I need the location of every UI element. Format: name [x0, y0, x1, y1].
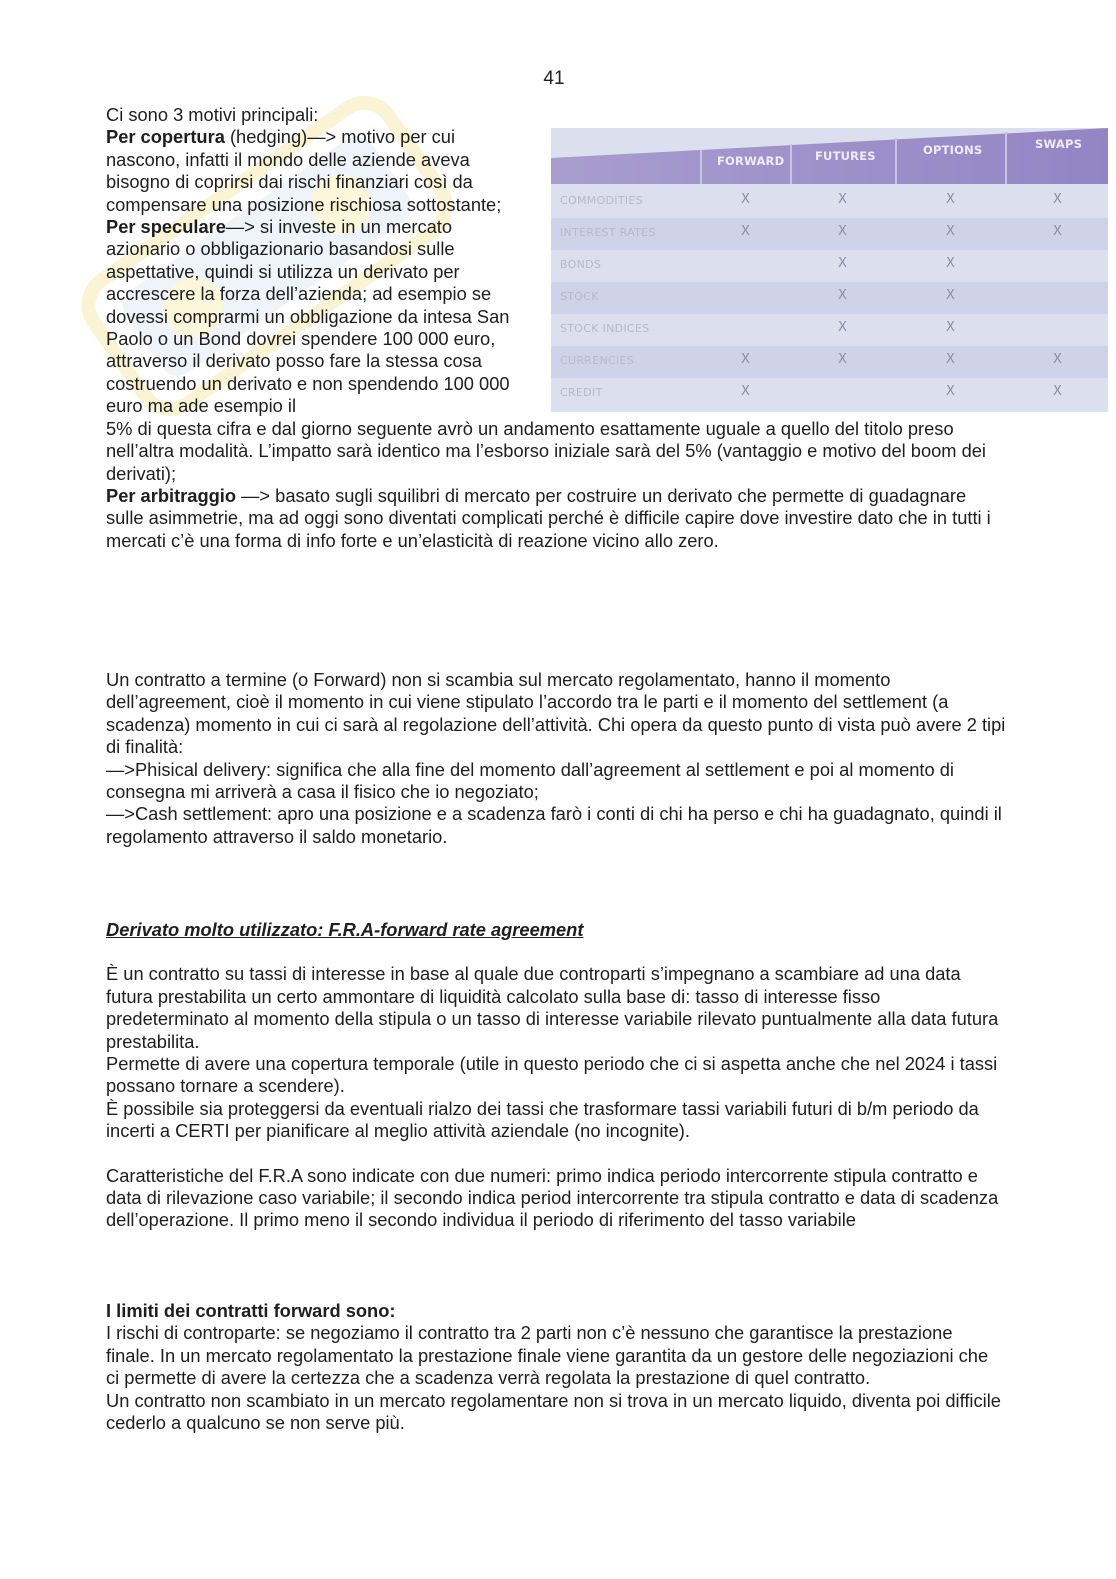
slide-mark: X [1053, 352, 1062, 367]
slide-row-label: STOCK INDICES [560, 322, 650, 335]
slide-row-stock [551, 282, 1108, 314]
slide-mark: X [946, 384, 955, 399]
derivatives-slide-image [551, 128, 1108, 412]
slide-row-label: CURRENCIES [560, 354, 635, 367]
forward-paragraph: Un contratto a termine (o Forward) non si scambia sul mercato regolamentato, hanno il momento dell’agreement, cioè il momento in cui viene stipulato l’accordo tra le parti e il momento del settlement (a scadenza) momento in cui ci sarà al regolazione dell’attività. Chi opera da questo punto di vista può avere 2 tipi di finalità: [106, 669, 1006, 758]
slide-mark: X [838, 352, 847, 367]
slide-mark: X [1053, 224, 1062, 239]
slide-mark: X [946, 288, 955, 303]
fra-paragraph-4: Caratteristiche del F.R.A sono indicate con due numeri: primo indica periodo intercorrente stipula contratto e data di rilevazione caso variabile; il secondo indica period intercorrente tra stipula contratto e data di scadenza dell’operazione. Il primo meno il secondo individua il periodo di riferimento del tasso variabile [106, 1164, 999, 1231]
slide-row-label: CREDIT [560, 386, 603, 399]
slide-mark: X [838, 320, 847, 335]
limits-paragraph-2: Un contratto non scambiato in un mercato regolamentare non si trova in un mercato liquido, diventa poi difficile cederlo a qualcuno se non serve più. [106, 1389, 1001, 1434]
hedging-term: Per copertura [106, 126, 225, 148]
limits-title: I limiti dei contratti forward sono: [106, 1300, 396, 1321]
slide-row-bonds [551, 250, 1108, 282]
limits-section [106, 1300, 1006, 1434]
slide-mark: X [838, 224, 847, 239]
fra-paragraph-2: Permette di avere una copertura temporale (utile in questo periodo che ci si aspetta anche che nel 2024 i tassi possano tornare a scendere). [106, 1053, 998, 1097]
speculate-term: Per speculare [106, 216, 226, 238]
slide-row-label: BONDS [560, 258, 602, 271]
fra-paragraph-3: È possibile sia proteggersi da eventuali rialzo dei tassi che trasformare tassi variabili futuri di b/m periodo da incerti a CERTI per pianificare al meglio attività aziendale (no incognite). [106, 1097, 979, 1142]
slide-mark: X [838, 256, 847, 271]
slide-mark: X [1053, 192, 1062, 207]
slide-mark: X [946, 320, 955, 335]
intro-lead: Ci sono 3 motivi principali: [106, 104, 319, 125]
limits-paragraph-1: I rischi di controparte: se negoziamo il contratto tra 2 parti non c’è nessuno che garantisce la prestazione finale. In un mercato regolamentato la prestazione finale viene garantita da un gestore delle negoziazioni che ci permette di avere la certezza che a scadenza verrà regolata la prestazione di quel contratto. [106, 1322, 989, 1389]
fra-title: Derivato molto utilizzato: F.R.A-forward rate agreement [106, 919, 584, 940]
slide-mark: X [838, 192, 847, 207]
slide-col-swaps: SWAPS [1035, 137, 1083, 151]
arbitrage-text: —> basato sugli squilibri di mercato per costruire un derivato che permette di guadagnare sulle asimmetrie, ma ad oggi sono diventati complicati perché è difficile capire dove investire dato che in tutti i mercati c’è una forma di info forte e un’elasticità di reazione vicino allo zero. [106, 484, 991, 551]
slide-row-label: INTEREST RATES [560, 226, 656, 239]
hedging-paragraph [106, 126, 526, 216]
fra-section [106, 919, 1006, 1232]
slide-mark: X [741, 384, 750, 399]
speculate-continuation: 5% di questa cifra e dal giorno seguente avrò un andamento esattamente uguale a quello del titolo preso nell’altra modalità. L’impatto sarà identico ma l’esborso iniziale sarà del 5% (vantaggio e motivo del boom dei derivati); [106, 417, 986, 484]
fra-paragraph-1: È un contratto su tassi di interesse in base al quale due controparti s’impegnano a scambiare ad una data futura prestabilita un certo ammontare di liquidità calcolato sulla base di: tasso di interesse fisso predeterminato al momento della stipula o un tasso di interesse variabile rilevato puntualmente alla data futura prestabilita. [106, 963, 999, 1052]
slide-mark: X [1053, 384, 1062, 399]
slide-mark: X [946, 256, 955, 271]
slide-mark: X [741, 352, 750, 367]
speculate-text: —> si investe in un mercato azionario o obbligazionario basandosi sulle aspettative, quindi si utilizza un derivato per accrescere la forza dell’azienda; ad esempio se dovessi comprarmi un obbligazione da intesa San Paolo o un Bond dovrei spendere 100 000 euro, attraverso il derivato posso fare la stessa cosa costruendo un derivato e non spendendo 100 000 euro ma ade esempio il [106, 216, 510, 417]
hedging-text: (hedging)—> motivo per cui nascono, infatti il mondo delle aziende aveva bisogno di coprirsi dai rischi finanziari così da compensare una posizione rischiosa sottostante; [106, 126, 502, 215]
slide-row-credit [551, 378, 1108, 410]
slide-mark: X [741, 192, 750, 207]
slide-row-label: COMMODITIES [560, 194, 643, 207]
slide-row-commodities [551, 186, 1108, 218]
cash-settlement-item: —>Cash settlement: apro una posizione e a scadenza farò i conti di chi ha perso e chi ha guadagnato, quindi il regolamento attraverso il saldo monetario. [106, 803, 1002, 847]
slide-row-label: STOCK [560, 290, 599, 303]
slide-col-options: OPTIONS [923, 143, 983, 157]
physical-delivery-item: —>Phisical delivery: significa che alla fine del momento dall’agreement al settlement e poi al momento di consegna mi arriverà a casa il fisico che io negoziato; [106, 758, 954, 803]
page-number: 41 [543, 68, 565, 89]
slide-mark: X [946, 192, 955, 207]
slide-col-forward: FORWARD [717, 154, 785, 168]
slide-row-stock-indices [551, 314, 1108, 346]
slide-mark: X [838, 288, 847, 303]
slide-row-currencies [551, 346, 1108, 378]
slide-col-futures: FUTURES [815, 149, 876, 163]
slide-row-interest-rates [551, 218, 1108, 250]
slide-mark: X [946, 224, 955, 239]
speculate-paragraph [106, 216, 526, 418]
slide-mark: X [741, 224, 750, 239]
slide-mark: X [946, 352, 955, 367]
forward-section [106, 669, 1006, 848]
arbitrage-term: Per arbitraggio [106, 484, 237, 506]
arbitrage-paragraph [106, 485, 996, 552]
